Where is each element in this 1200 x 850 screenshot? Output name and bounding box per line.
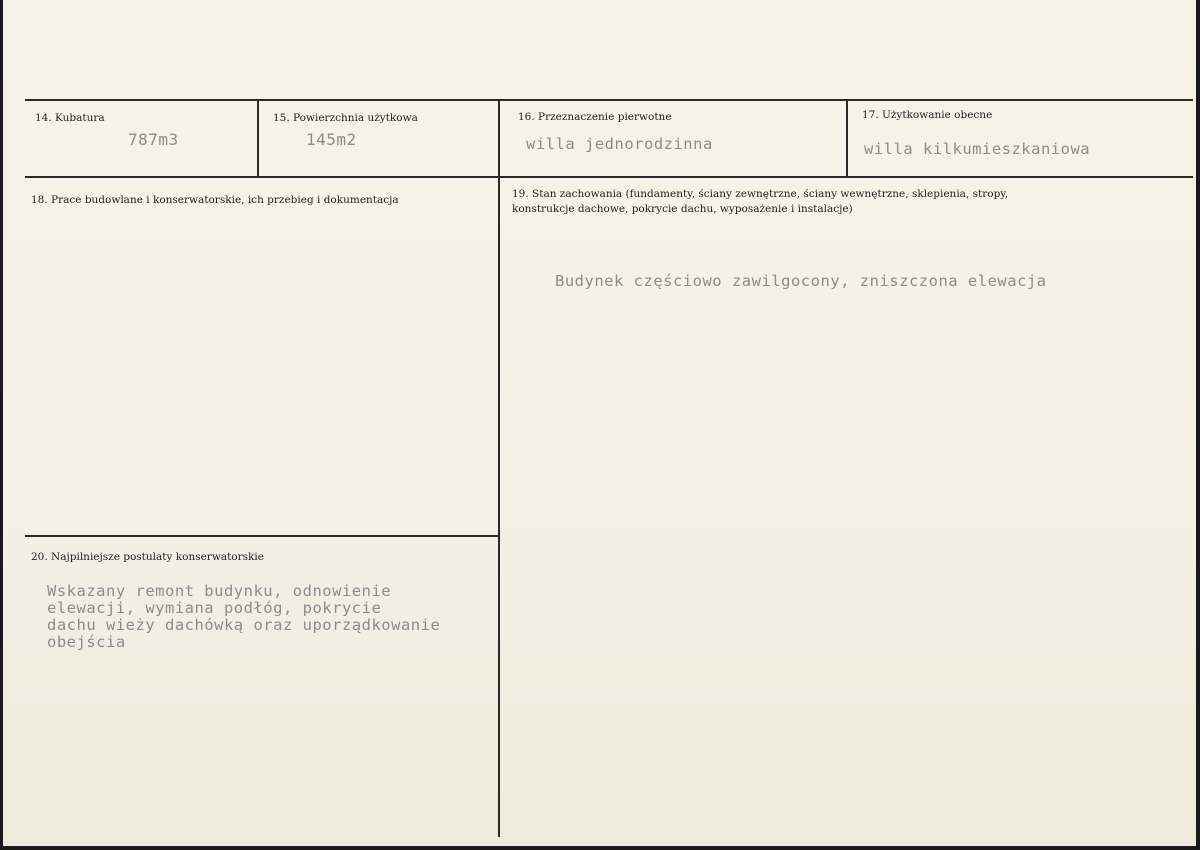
divider-16-17 xyxy=(846,100,848,177)
field-20-value-line-4: obejścia xyxy=(47,633,126,651)
field-20-value-line-2: elewacji, wymiana podłóg, pokrycie xyxy=(47,599,382,617)
bottom-edge xyxy=(0,846,1200,850)
field-19-label-line2: konstrukcje dachowe, pokrycie dachu, wyposażenie i instalacje) xyxy=(512,203,853,215)
divider-14-15 xyxy=(257,100,259,177)
field-16-value: willa jednorodzinna xyxy=(526,135,713,153)
row1-bottom-rule-left xyxy=(25,176,498,178)
field-17-label: 17. Użytkowanie obecne xyxy=(862,109,993,121)
field-15-label: 15. Powierzchnia użytkowa xyxy=(273,112,418,124)
field-14-label: 14. Kubatura xyxy=(35,112,105,124)
center-divider xyxy=(498,100,500,837)
field-19-value: Budynek częściowo zawilgocony, zniszczona elewacja xyxy=(555,272,1047,290)
field-17-value: willa kilkumieszkaniowa xyxy=(864,140,1091,158)
field-15-value: 145m2 xyxy=(306,130,357,149)
field-18-label: 18. Prace budowlane i konserwatorskie, ich przebieg i dokumentacja xyxy=(31,194,399,206)
left-bottom-rule-18 xyxy=(25,535,499,537)
right-edge xyxy=(1196,0,1200,850)
left-edge xyxy=(0,0,3,850)
field-20-value-line-3: dachu wieży dachówką oraz uporządkowanie xyxy=(47,616,441,634)
field-16-label: 16. Przeznaczenie pierwotne xyxy=(518,111,672,123)
top-rule xyxy=(25,99,1193,101)
field-14-value: 787m3 xyxy=(128,130,179,149)
field-19-label-line1: 19. Stan zachowania (fundamenty, ściany zewnętrzne, ściany wewnętrzne, sklepienia, stropy, xyxy=(512,188,1009,200)
field-20-value-line-1: Wskazany remont budynku, odnowienie xyxy=(47,582,392,600)
field-20-label: 20. Najpilniejsze postulaty konserwatorskie xyxy=(31,551,264,563)
